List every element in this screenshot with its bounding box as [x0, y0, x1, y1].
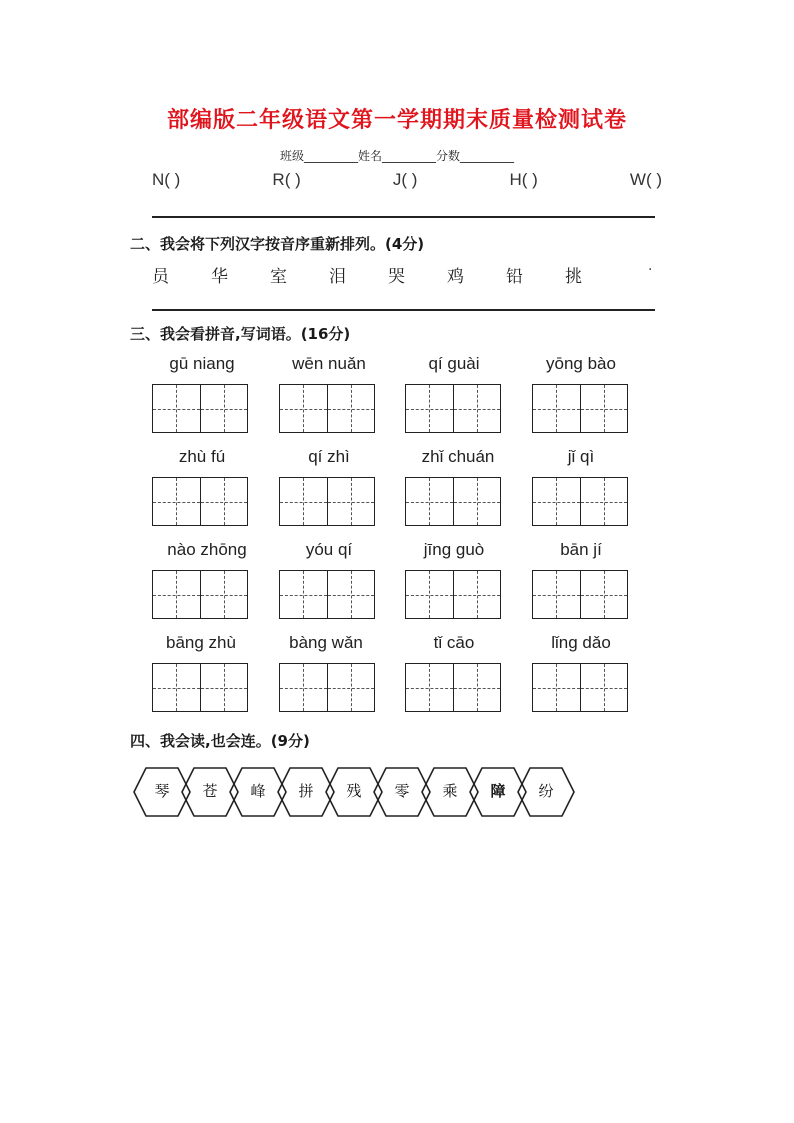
writing-grid[interactable]: [279, 477, 375, 526]
answer-line[interactable]: [152, 216, 655, 218]
pinyin-label: bàng wǎn: [289, 633, 363, 652]
hexagon-char[interactable]: 纷: [538, 782, 554, 800]
writing-grid[interactable]: [405, 384, 501, 433]
letter-blanks-row: [152, 170, 662, 190]
sort-char: 铅: [506, 267, 523, 287]
hexagon-char[interactable]: 障: [490, 782, 506, 800]
sort-chars-row: [152, 262, 582, 287]
section-2-heading: 二、我会将下列汉字按音序重新排列。(4分): [130, 235, 425, 253]
writing-grid[interactable]: [152, 477, 248, 526]
letter-blank[interactable]: J( ): [392, 170, 418, 189]
pinyin-label: wēn nuǎn: [292, 354, 366, 373]
sort-char: 室: [270, 267, 287, 287]
pinyin-label: zhǐ chuán: [421, 447, 495, 466]
page-title: 部编版二年级语文第一学期期末质量检测试卷: [166, 108, 627, 133]
pinyin-label: tǐ cāo: [433, 633, 475, 652]
sort-char: 泪: [329, 267, 346, 287]
sort-char: 华: [211, 267, 228, 287]
writing-grid[interactable]: [279, 570, 375, 619]
writing-grid[interactable]: [279, 663, 375, 712]
writing-grid[interactable]: [532, 663, 628, 712]
writing-grid[interactable]: [405, 570, 501, 619]
hexagon-char[interactable]: 乘: [442, 782, 458, 800]
writing-grid[interactable]: [532, 384, 628, 433]
pinyin-label: yóu qí: [305, 540, 353, 559]
stray-dot: ·: [648, 262, 653, 278]
pinyin-label: bān jí: [560, 540, 602, 559]
writing-grid[interactable]: [279, 384, 375, 433]
pinyin-label: gū niang: [169, 354, 235, 373]
hexagon-char[interactable]: 苍: [202, 782, 218, 800]
pinyin-label: qí guài: [428, 354, 480, 373]
answer-line[interactable]: [152, 309, 655, 311]
pinyin-label: nào zhōng: [167, 540, 247, 559]
hexagon-char[interactable]: 残: [346, 782, 362, 800]
writing-grid[interactable]: [405, 477, 501, 526]
writing-grid[interactable]: [152, 384, 248, 433]
hexagon-char[interactable]: 琴: [154, 782, 170, 800]
letter-blank[interactable]: N( ): [152, 170, 181, 189]
pinyin-label: jīng guò: [423, 540, 485, 559]
sort-char: 鸡: [447, 267, 464, 287]
writing-grid[interactable]: [152, 570, 248, 619]
section-3-heading: 三、我会看拼音,写词语。(16分): [130, 325, 351, 343]
writing-grid[interactable]: [405, 663, 501, 712]
pinyin-label: yōng bào: [546, 354, 616, 373]
pinyin-label: jǐ qì: [567, 447, 595, 466]
pinyin-label: zhù fú: [178, 447, 226, 466]
letter-blank[interactable]: H( ): [509, 170, 538, 189]
hexagon-char[interactable]: 峰: [250, 782, 266, 800]
writing-grid[interactable]: [532, 477, 628, 526]
pinyin-label: bāng zhù: [166, 633, 236, 652]
writing-grid[interactable]: [532, 570, 628, 619]
student-info-line: 班级_________姓名_________分数_________: [279, 149, 514, 163]
hexagon-char[interactable]: 零: [394, 782, 410, 800]
sort-char: 员: [152, 267, 169, 287]
writing-grid[interactable]: [152, 663, 248, 712]
pinyin-label: qí zhì: [308, 447, 350, 466]
section-4-heading: 四、我会读,也会连。(9分): [130, 732, 310, 750]
letter-blank[interactable]: W( ): [629, 170, 662, 189]
sort-char: 挑: [565, 267, 582, 287]
pinyin-label: lǐng dǎo: [551, 633, 611, 652]
hexagon-char[interactable]: 拼: [298, 782, 314, 800]
sort-char: 哭: [388, 267, 405, 287]
letter-blank[interactable]: R( ): [272, 170, 301, 189]
